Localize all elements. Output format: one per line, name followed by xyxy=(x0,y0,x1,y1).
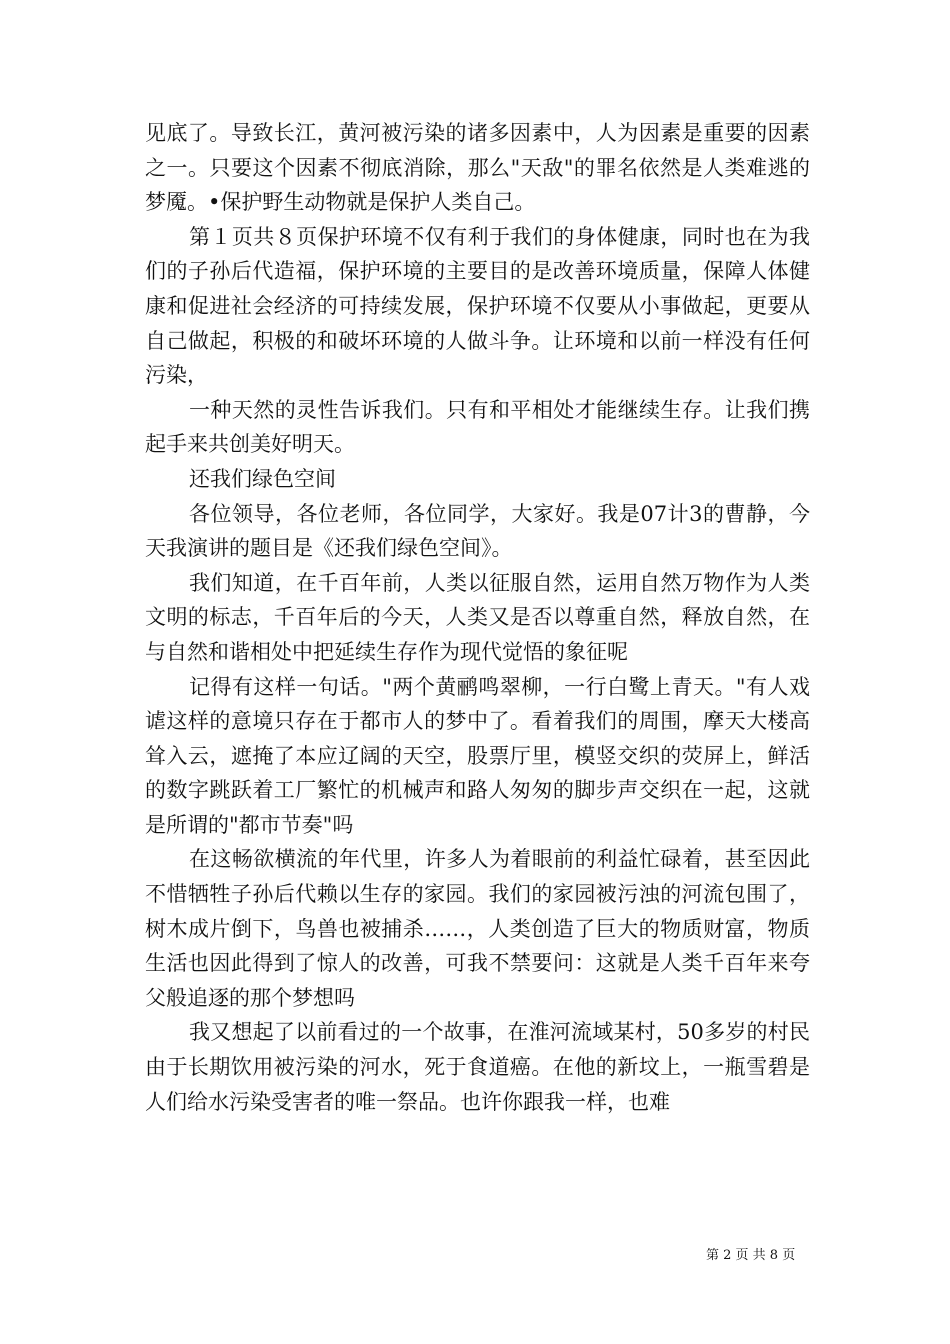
paragraph: 一种天然的灵性告诉我们。只有和平相处才能继续生存。让我们携起手来共创美好明天。 xyxy=(145,397,810,457)
page-number-footer: 第 2 页 共 8 页 xyxy=(706,1248,796,1263)
document-body xyxy=(145,116,810,1119)
paragraph: 我又想起了以前看过的一个故事，在淮河流域某村，50多岁的村民由于长期饮用被污染的河水，死于食道癌。在他的新坟上，一瓶雪碧是人们给水污染受害者的唯一祭品。也许你跟我一样，也难 xyxy=(145,1020,810,1114)
paragraph: 记得有这样一句话。"两个黄鹂鸣翠柳，一行白鹭上青天。"有人戏谑这样的意境只存在于都市人的梦中了。看着我们的周围，摩天大楼高耸入云，遮掩了本应辽阔的天空，股票厅里，模竖交织的荧屏上，鲜活的数字跳跃着工厂繁忙的机械声和路人匆匆的脚步声交织在一起，这就是所谓的"都市节奏"吗 xyxy=(145,674,810,837)
section-title: 还我们绿色空间 xyxy=(189,466,336,491)
paragraph: 第１页共８页保护环境不仅有利于我们的身体健康，同时也在为我们的子孙后代造福，保护环境的主要目的是改善环境质量，保障人体健康和促进社会经济的可持续发展，保护环境不仅要从小事做起，更要从自己做起，积极的和破坏环境的人做斗争。让环境和以前一样没有任何污染， xyxy=(145,224,810,388)
paragraph: 我们知道，在千百年前，人类以征服自然，运用自然万物作为人类文明的标志，千百年后的今天，人类又是否以尊重自然，释放自然，在与自然和谐相处中把延续生存作为现代觉悟的象征呢 xyxy=(145,570,810,664)
paragraph-continuation: 见底了。导致长江，黄河被污染的诸多因素中，人为因素是重要的因素之一。只要这个因素不彻底消除，那么"天敌"的罪名依然是人类难逃的梦魇。•保护野生动物就是保护人类自己。 xyxy=(145,121,810,215)
paragraph: 各位领导，各位老师，各位同学，大家好。我是07计3的曹静，今天我演讲的题目是《还我们绿色空间》。 xyxy=(145,501,810,561)
paragraph: 在这畅欲横流的年代里，许多人为着眼前的利益忙碌着，甚至因此不惜牺牲子孙后代赖以生存的家园。我们的家园被污浊的河流包围了，树木成片倒下，鸟兽也被捕杀……，人类创造了巨大的物质财富，物质生活也因此得到了惊人的改善，可我不禁要问：这就是人类千百年来夸父般追逐的那个梦想吗 xyxy=(145,847,810,1010)
